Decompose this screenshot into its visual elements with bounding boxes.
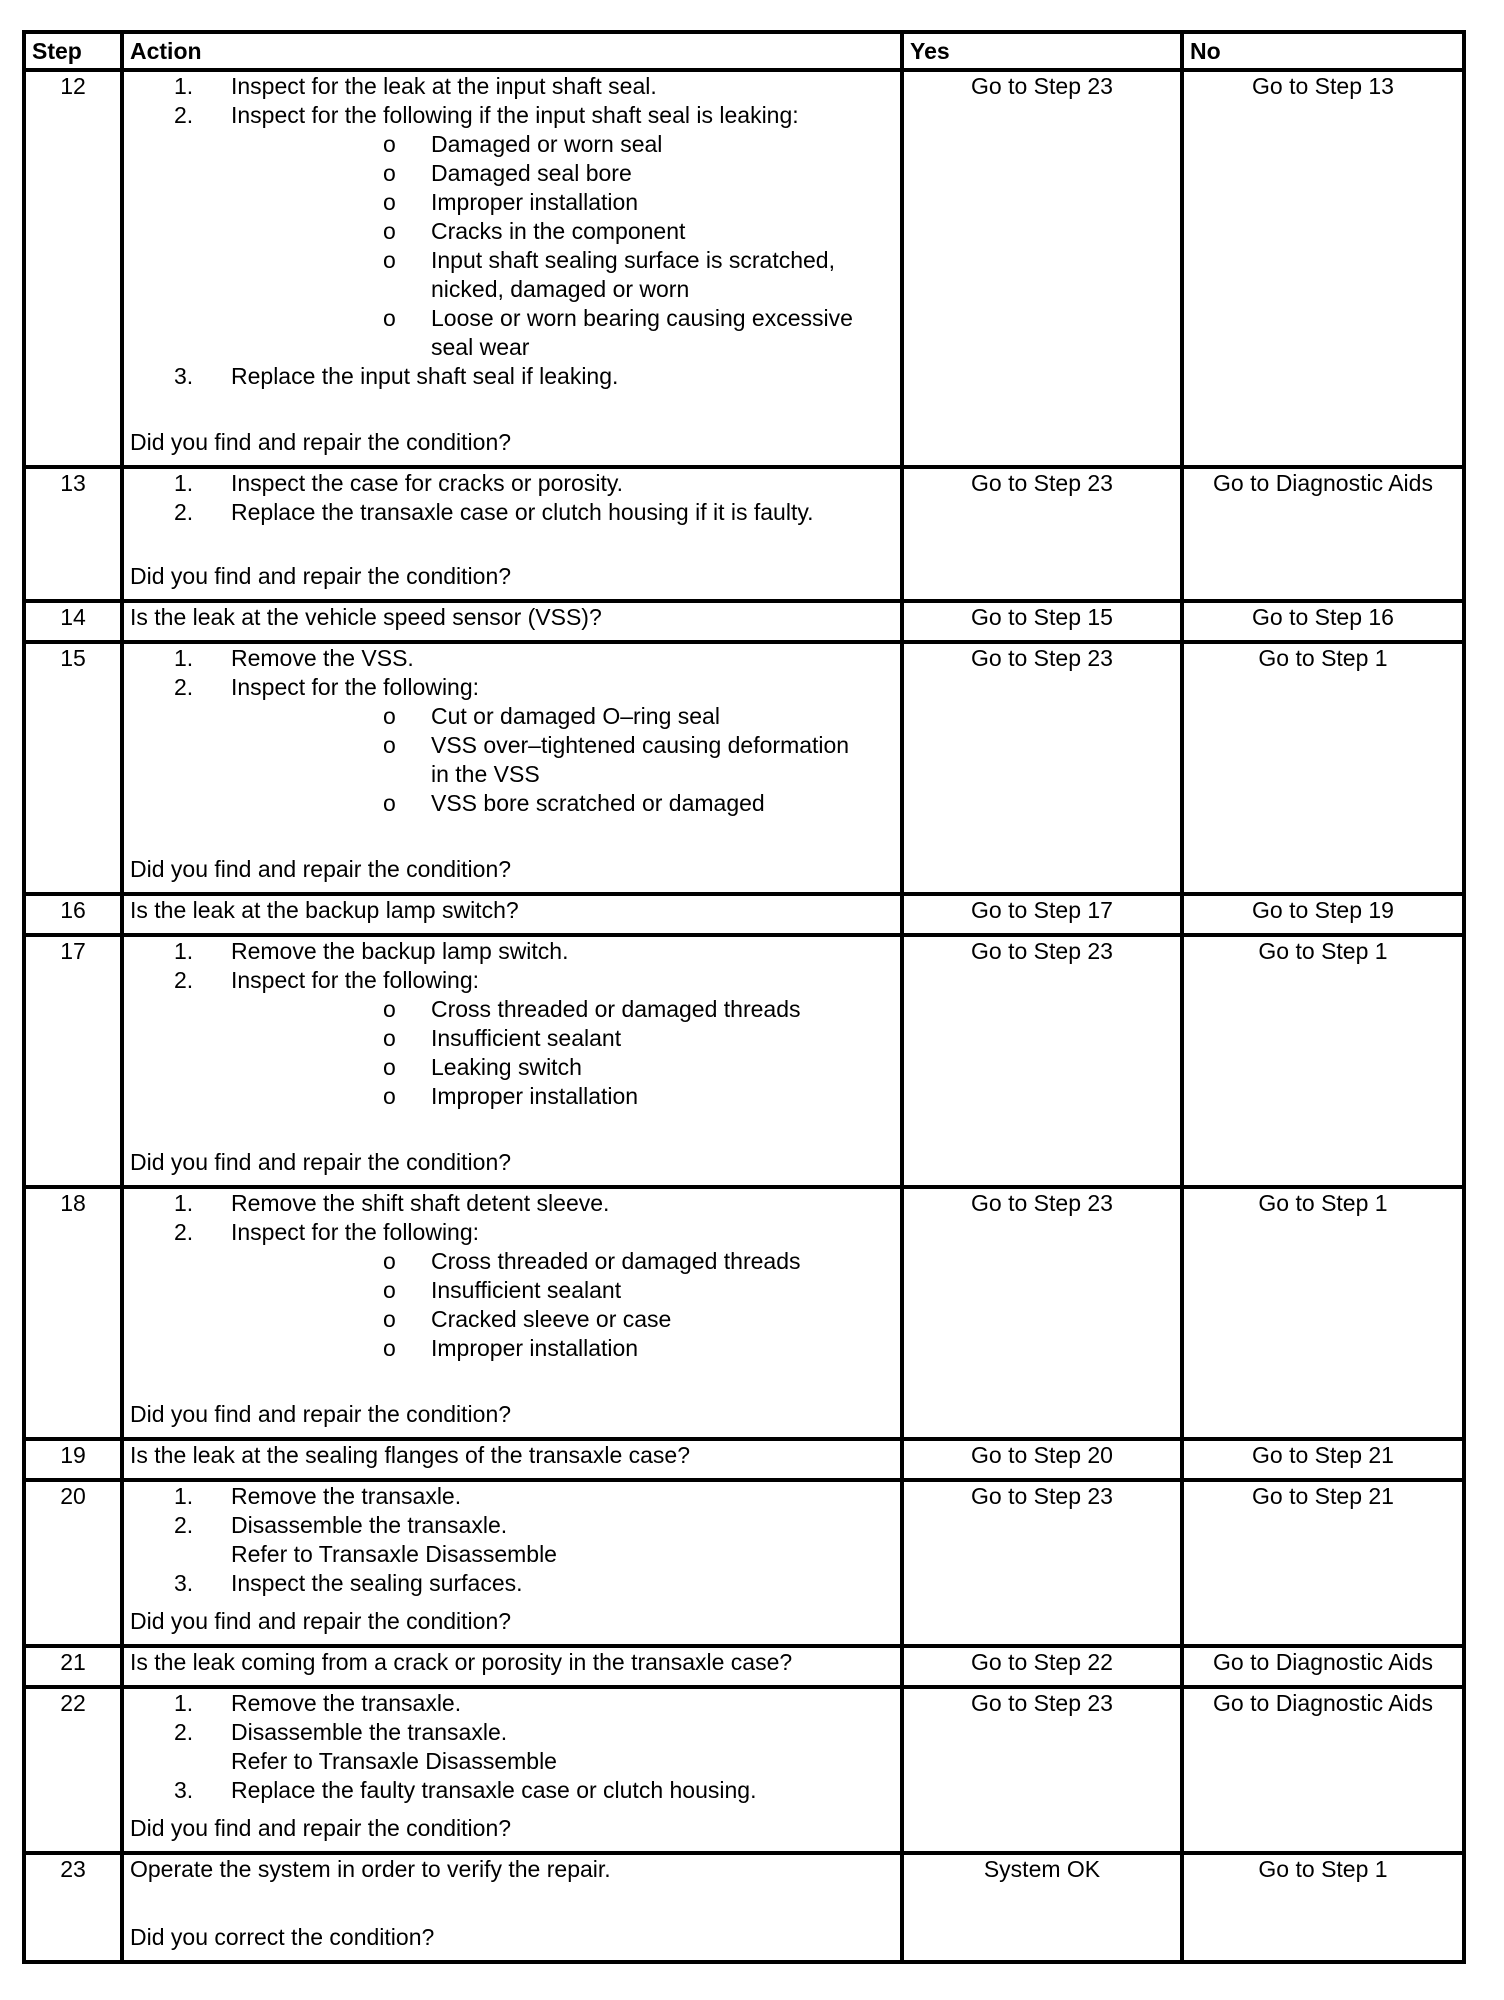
- sub-list-item-text: VSS bore scratched or damaged: [431, 790, 765, 816]
- sub-list-item-text: Cross threaded or damaged threads: [431, 996, 801, 1022]
- list-item-text: Remove the shift shaft detent sleeve.: [231, 1190, 610, 1216]
- action-cell: [122, 1853, 902, 1962]
- sub-list-item-text: Loose or worn bearing causing excessive seal wear: [431, 305, 853, 360]
- sub-list-item: [231, 159, 894, 188]
- sub-list-item: [231, 304, 894, 362]
- action-question: Is the leak at the vehicle speed sensor (VSS)?: [122, 601, 902, 642]
- action-content: [130, 469, 894, 591]
- list-item-number: 1.: [174, 1190, 194, 1216]
- list-item: [130, 966, 894, 1111]
- list-item-text: Inspect for the following:: [231, 967, 480, 993]
- list-item-number: 1.: [174, 73, 194, 99]
- list-item-text: Remove the VSS.: [231, 645, 414, 671]
- action-lead-text: Operate the system in order to verify the repair.: [130, 1856, 611, 1882]
- circle-bullet-icon: o: [383, 218, 396, 244]
- sub-list-item-text: Leaking switch: [431, 1054, 582, 1080]
- step-number: 14: [24, 601, 122, 642]
- list-item-number: 2.: [174, 102, 194, 128]
- sub-list-item: [231, 1053, 894, 1082]
- action-question: Did you find and repair the condition?: [130, 1149, 512, 1175]
- yes-result: Go to Step 23: [902, 1480, 1182, 1646]
- numbered-list: [130, 1189, 894, 1363]
- circle-bullet-icon: o: [383, 1083, 396, 1109]
- sub-list-item: [231, 1247, 894, 1276]
- yes-result: Go to Step 23: [902, 642, 1182, 894]
- sub-list-item: [231, 217, 894, 246]
- step-row-16: [24, 894, 1464, 935]
- step-row-23: [24, 1853, 1464, 1962]
- action-instructions: [130, 644, 894, 818]
- circle-bullet-icon: o: [383, 1335, 396, 1361]
- action-cell: [122, 70, 902, 467]
- circle-bullet-icon: o: [383, 131, 396, 157]
- list-item-text: Inspect for the following if the input shaft seal is leaking:: [231, 102, 799, 128]
- list-item: [130, 101, 894, 362]
- step-number: 17: [24, 935, 122, 1187]
- sub-list: [231, 702, 894, 818]
- list-item-number: 2.: [174, 1719, 194, 1745]
- sub-list-item-text: Cracks in the component: [431, 218, 686, 244]
- list-item: [130, 469, 894, 498]
- circle-bullet-icon: o: [383, 1248, 396, 1274]
- step-number: 18: [24, 1187, 122, 1439]
- action-instructions: [130, 937, 894, 1111]
- sub-list: [231, 995, 894, 1111]
- sub-list-item: [231, 1334, 894, 1363]
- action-question: Did you correct the condition?: [130, 1924, 435, 1950]
- circle-bullet-icon: o: [383, 189, 396, 215]
- circle-bullet-icon: o: [383, 247, 396, 273]
- sub-list-item-text: Damaged seal bore: [431, 160, 632, 186]
- action-question: Is the leak at the sealing flanges of the transaxle case?: [122, 1439, 902, 1480]
- action-instructions: [130, 1855, 894, 1884]
- list-item-text: Replace the transaxle case or clutch housing if it is faulty.: [231, 499, 814, 525]
- no-result: Go to Step 16: [1182, 601, 1464, 642]
- reference-note: Refer to Transaxle Disassemble: [231, 1541, 557, 1567]
- sub-list-item: [231, 1082, 894, 1111]
- sub-list-item: [231, 1276, 894, 1305]
- step-row-12: [24, 70, 1464, 467]
- list-item-text: Disassemble the transaxle.: [231, 1512, 508, 1538]
- step-number: 13: [24, 467, 122, 601]
- list-item-text: Replace the faulty transaxle case or clutch housing.: [231, 1777, 757, 1803]
- action-cell: [122, 467, 902, 601]
- list-item-text: Remove the transaxle.: [231, 1483, 462, 1509]
- list-item-number: 2.: [174, 499, 194, 525]
- action-content: [130, 1855, 894, 1952]
- action-content: [130, 937, 894, 1177]
- circle-bullet-icon: o: [383, 1025, 396, 1051]
- list-item: [130, 673, 894, 818]
- list-item-text: Remove the transaxle.: [231, 1690, 462, 1716]
- list-item-number: 3.: [174, 1777, 194, 1803]
- list-item-text: Inspect the case for cracks or porosity.: [231, 470, 624, 496]
- list-item-number: 2.: [174, 1512, 194, 1538]
- action-question: Did you find and repair the condition?: [130, 856, 512, 882]
- no-result: Go to Diagnostic Aids: [1182, 467, 1464, 601]
- yes-result: Go to Step 17: [902, 894, 1182, 935]
- list-item-number: 3.: [174, 363, 194, 389]
- circle-bullet-icon: o: [383, 790, 396, 816]
- action-cell: [122, 642, 902, 894]
- list-item-number: 1.: [174, 1690, 194, 1716]
- numbered-list: [130, 937, 894, 1111]
- list-item-number: 1.: [174, 470, 194, 496]
- no-result: Go to Diagnostic Aids: [1182, 1687, 1464, 1853]
- sub-list-item-text: Cut or damaged O–ring seal: [431, 703, 720, 729]
- diagnostic-table: [22, 30, 1466, 1964]
- step-row-19: [24, 1439, 1464, 1480]
- list-item: [130, 937, 894, 966]
- sub-list-item-text: Cracked sleeve or case: [431, 1306, 672, 1332]
- circle-bullet-icon: o: [383, 703, 396, 729]
- step-number: 21: [24, 1646, 122, 1687]
- action-content: [130, 1482, 894, 1636]
- list-item-number: 2.: [174, 674, 194, 700]
- no-result: Go to Step 1: [1182, 1853, 1464, 1962]
- action-cell: [122, 1687, 902, 1853]
- list-item: [130, 498, 894, 527]
- list-item-text: Disassemble the transaxle.: [231, 1719, 508, 1745]
- list-item: [130, 1218, 894, 1363]
- circle-bullet-icon: o: [383, 1277, 396, 1303]
- yes-result: Go to Step 23: [902, 935, 1182, 1187]
- no-result: Go to Step 1: [1182, 935, 1464, 1187]
- action-question: Is the leak at the backup lamp switch?: [122, 894, 902, 935]
- yes-result: Go to Step 15: [902, 601, 1182, 642]
- action-question: Did you find and repair the condition?: [130, 563, 512, 589]
- action-question: Is the leak coming from a crack or porosity in the transaxle case?: [122, 1646, 902, 1687]
- step-number: 22: [24, 1687, 122, 1853]
- action-content: [130, 644, 894, 884]
- yes-result: System OK: [902, 1853, 1182, 1962]
- list-item-text: Replace the input shaft seal if leaking.: [231, 363, 619, 389]
- sub-list-item: [231, 789, 894, 818]
- list-item-text: Inspect for the following:: [231, 1219, 480, 1245]
- list-item-number: 1.: [174, 938, 194, 964]
- sub-list-item-text: Improper installation: [431, 189, 639, 215]
- step-number: 20: [24, 1480, 122, 1646]
- no-result: Go to Step 21: [1182, 1439, 1464, 1480]
- list-item: [130, 362, 894, 391]
- sub-list-item: [231, 1305, 894, 1334]
- list-item: [130, 1776, 894, 1805]
- list-item: [130, 1569, 894, 1598]
- sub-list-item: [231, 731, 894, 789]
- action-cell: [122, 935, 902, 1187]
- header-row: [24, 32, 1464, 70]
- step-number: 19: [24, 1439, 122, 1480]
- numbered-list: [130, 644, 894, 818]
- action-question: Did you find and repair the condition?: [130, 429, 512, 455]
- step-row-15: [24, 642, 1464, 894]
- step-row-14: [24, 601, 1464, 642]
- list-item: [130, 1718, 894, 1776]
- step-row-22: [24, 1687, 1464, 1853]
- list-item: [130, 72, 894, 101]
- sub-list-item-text: Insufficient sealant: [431, 1025, 622, 1051]
- sub-list-item-text: Cross threaded or damaged threads: [431, 1248, 801, 1274]
- sub-list-item: [231, 188, 894, 217]
- sub-list: [231, 130, 894, 362]
- sub-list-item-text: VSS over–tightened causing deformation in the VSS: [431, 732, 850, 787]
- list-item-text: Inspect for the leak at the input shaft seal.: [231, 73, 657, 99]
- step-number: 16: [24, 894, 122, 935]
- no-result: Go to Step 1: [1182, 1187, 1464, 1439]
- action-cell: [122, 1187, 902, 1439]
- action-question: Did you find and repair the condition?: [130, 1401, 512, 1427]
- sub-list-item-text: Improper installation: [431, 1083, 639, 1109]
- header-no: No: [1182, 32, 1464, 70]
- yes-result: Go to Step 22: [902, 1646, 1182, 1687]
- yes-result: Go to Step 23: [902, 1187, 1182, 1439]
- list-item-text: Remove the backup lamp switch.: [231, 938, 569, 964]
- step-number: 12: [24, 70, 122, 467]
- sub-list-item: [231, 995, 894, 1024]
- list-item-text: Inspect for the following:: [231, 674, 480, 700]
- numbered-list: [130, 469, 894, 527]
- list-item-number: 1.: [174, 1483, 194, 1509]
- step-row-17: [24, 935, 1464, 1187]
- no-result: Go to Step 19: [1182, 894, 1464, 935]
- sub-list-item-text: Insufficient sealant: [431, 1277, 622, 1303]
- list-item: [130, 1482, 894, 1511]
- circle-bullet-icon: o: [383, 996, 396, 1022]
- circle-bullet-icon: o: [383, 160, 396, 186]
- circle-bullet-icon: o: [383, 1054, 396, 1080]
- yes-result: Go to Step 23: [902, 1687, 1182, 1853]
- no-result: Go to Step 13: [1182, 70, 1464, 467]
- action-question: Did you find and repair the condition?: [130, 1815, 512, 1841]
- list-item: [130, 1689, 894, 1718]
- action-instructions: [130, 1689, 894, 1805]
- list-item: [130, 1511, 894, 1569]
- action-content: [130, 72, 894, 457]
- list-item-number: 1.: [174, 645, 194, 671]
- yes-result: Go to Step 20: [902, 1439, 1182, 1480]
- sub-list-item-text: Improper installation: [431, 1335, 639, 1361]
- list-item: [130, 644, 894, 673]
- step-row-20: [24, 1480, 1464, 1646]
- action-instructions: [130, 72, 894, 391]
- header-step: Step: [24, 32, 122, 70]
- numbered-list: [130, 72, 894, 391]
- no-result: Go to Diagnostic Aids: [1182, 1646, 1464, 1687]
- action-cell: [122, 1480, 902, 1646]
- action-content: [130, 1189, 894, 1429]
- list-item-text: Inspect the sealing surfaces.: [231, 1570, 523, 1596]
- sub-list-item-text: Input shaft sealing surface is scratched, nicked, damaged or worn: [431, 247, 835, 302]
- numbered-list: [130, 1689, 894, 1805]
- sub-list-item: [231, 130, 894, 159]
- step-row-21: [24, 1646, 1464, 1687]
- circle-bullet-icon: o: [383, 732, 396, 758]
- step-row-18: [24, 1187, 1464, 1439]
- step-row-13: [24, 467, 1464, 601]
- action-instructions: [130, 469, 894, 527]
- circle-bullet-icon: o: [383, 1306, 396, 1332]
- header-action: Action: [122, 32, 902, 70]
- action-instructions: [130, 1482, 894, 1598]
- action-question: Did you find and repair the condition?: [130, 1608, 512, 1634]
- list-item-number: 2.: [174, 967, 194, 993]
- yes-result: Go to Step 23: [902, 467, 1182, 601]
- reference-note: Refer to Transaxle Disassemble: [231, 1748, 557, 1774]
- yes-result: Go to Step 23: [902, 70, 1182, 467]
- sub-list-item: [231, 702, 894, 731]
- numbered-list: [130, 1482, 894, 1598]
- sub-list: [231, 1247, 894, 1363]
- list-item: [130, 1189, 894, 1218]
- sub-list-item-text: Damaged or worn seal: [431, 131, 663, 157]
- step-number: 23: [24, 1853, 122, 1962]
- no-result: Go to Step 1: [1182, 642, 1464, 894]
- header-yes: Yes: [902, 32, 1182, 70]
- list-item-number: 3.: [174, 1570, 194, 1596]
- action-content: [130, 1689, 894, 1843]
- action-instructions: [130, 1189, 894, 1363]
- sub-list-item: [231, 1024, 894, 1053]
- list-item-number: 2.: [174, 1219, 194, 1245]
- sub-list-item: [231, 246, 894, 304]
- no-result: Go to Step 21: [1182, 1480, 1464, 1646]
- step-number: 15: [24, 642, 122, 894]
- circle-bullet-icon: o: [383, 305, 396, 331]
